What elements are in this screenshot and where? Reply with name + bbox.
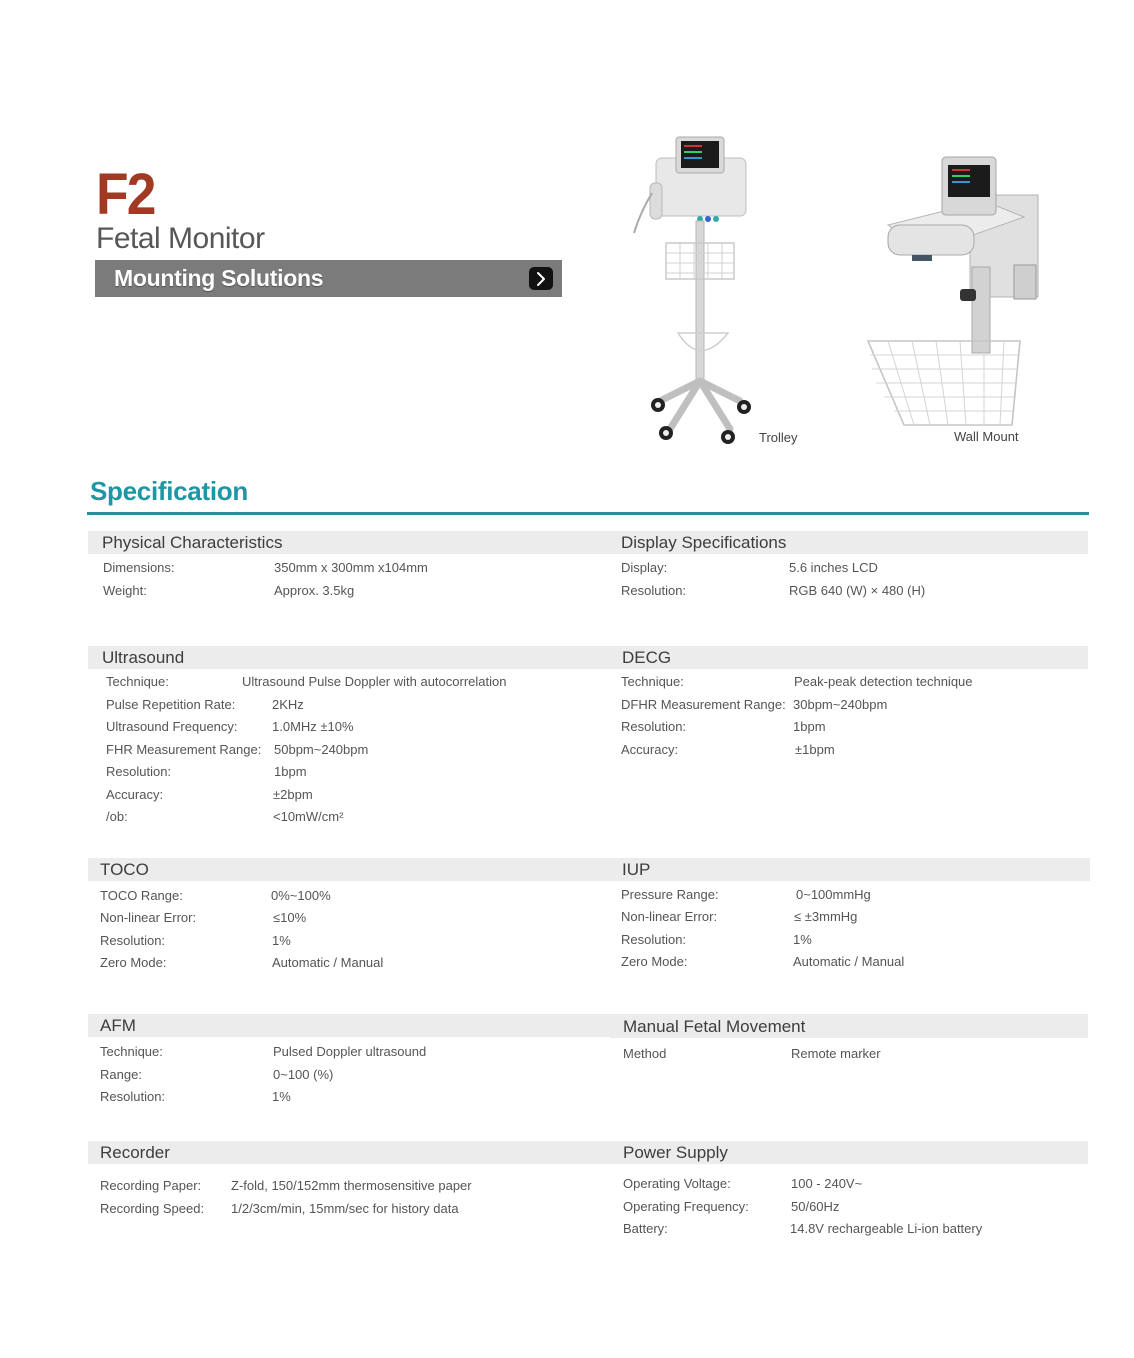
- section-header-recorder: [88, 1141, 1088, 1164]
- section-header-physical: [88, 531, 1088, 554]
- section-title-afm: AFM: [100, 1016, 136, 1035]
- section-title-manual: Manual Fetal Movement: [623, 1017, 806, 1036]
- section-header-manual: [610, 1015, 1088, 1038]
- section-header-ultrasound: [88, 646, 1088, 669]
- wall-mount-caption: Wall Mount: [954, 429, 1019, 444]
- section-title-decg: DECG: [622, 648, 672, 667]
- product-name: Fetal Monitor: [96, 222, 265, 255]
- mounting-solutions-label: Mounting Solutions: [114, 265, 324, 291]
- wall-mount-image: [864, 155, 1042, 433]
- trolley-image: [630, 133, 770, 451]
- mounting-solutions-bar[interactable]: [95, 260, 562, 297]
- section-title-display: Display Specifications: [621, 533, 787, 552]
- trolley-caption: Trolley: [759, 430, 798, 445]
- specification-heading: Specification: [90, 476, 248, 506]
- chevron-right-icon[interactable]: [529, 267, 553, 290]
- section-title-power: Power Supply: [623, 1143, 728, 1162]
- model-name: F2: [96, 162, 155, 227]
- section-title-recorder: Recorder: [100, 1143, 170, 1162]
- section-title-physical: Physical Characteristics: [102, 533, 283, 552]
- section-title-iup: IUP: [622, 860, 651, 879]
- specification-divider: [87, 512, 1089, 515]
- section-title-toco: TOCO: [100, 860, 149, 879]
- section-title-ultrasound: Ultrasound: [102, 648, 185, 667]
- section-header-toco: [88, 858, 1090, 881]
